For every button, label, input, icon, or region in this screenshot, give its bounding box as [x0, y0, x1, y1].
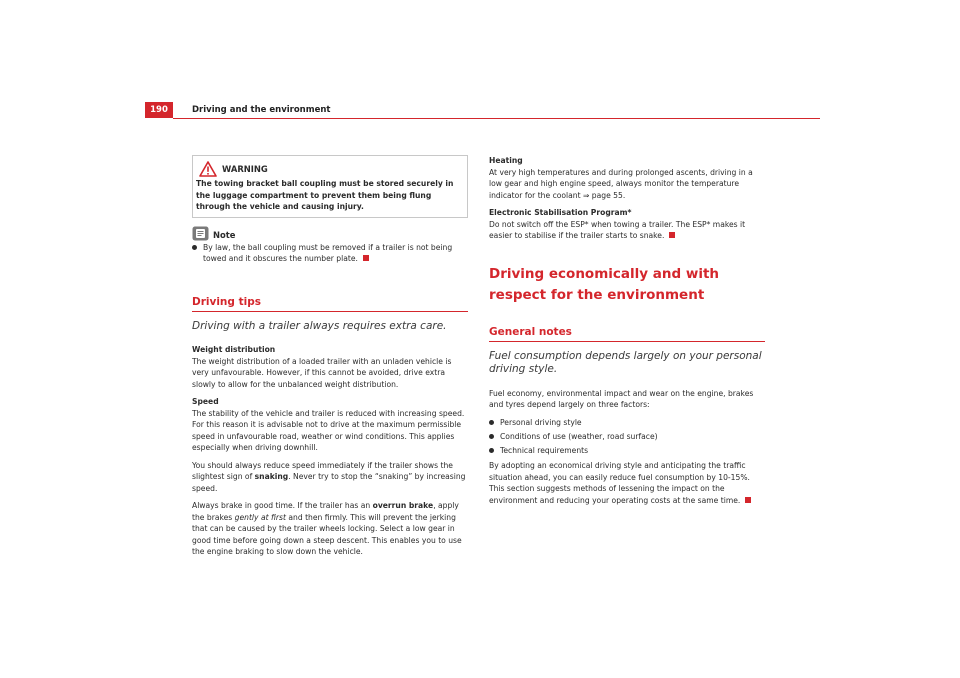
- warning-box: [192, 155, 468, 218]
- warning-header: [196, 160, 462, 178]
- snaking-paragraph: You should always reduce speed immediately if the trailer shows the slightest sign of snaking. Never try to stop the “snaking” by increasing speed.: [192, 460, 466, 493]
- list-item: Conditions of use (weather, road surface): [489, 431, 765, 443]
- closing-text: By adopting an economical driving style and anticipating the traffic situation ahead, you can easily reduce fuel consumption by 10-15%. This section suggests methods of lessening the impact on the environment and reducing your operating costs at the same time.: [489, 461, 750, 505]
- end-of-section-icon: [745, 497, 751, 503]
- weight-distribution-text: The weight distribution of a loaded trailer with an unladen vehicle is very unfavourable. However, if this cannot be avoided, drive extra slowly to allow for the unbalanced weight distribution.: [192, 356, 452, 389]
- heating-text: At very high temperatures and during prolonged ascents, driving in a low gear and high engine speed, always monitor the temperature indicator for the coolant ⇒ page 55.: [489, 167, 753, 200]
- esp-heading: Electronic Stabilisation Program*: [489, 208, 632, 217]
- note-text: By law, the ball coupling must be removed if a trailer is not being towed and it obscures the number plate.: [203, 242, 453, 263]
- speed-text: The stability of the vehicle and trailer is reduced with increasing speed. For this reason it is advisable not to drive at the maximum permissible speed in unfavourable road, weather or wind conditions. This applies especially when driving downhill.: [192, 408, 465, 452]
- note-header: [192, 226, 468, 242]
- end-of-section-icon: [363, 255, 369, 261]
- list-item: Technical requirements: [489, 445, 765, 457]
- driving-tips-heading: Driving tips: [192, 296, 468, 312]
- page-header: [145, 102, 820, 120]
- esp-text: Do not switch off the ESP* when towing a trailer. The ESP* makes it easier to stabilise if the trailer starts to snake.: [489, 219, 746, 240]
- end-of-section-icon: [669, 232, 675, 238]
- weight-distribution-heading: Weight distribution: [192, 345, 276, 354]
- note-item: [192, 242, 468, 265]
- page-number: 190: [145, 102, 173, 118]
- list-item: Personal driving style: [489, 417, 765, 429]
- general-notes-text: Fuel economy, environmental impact and wear on the engine, brakes and tyres depend largely on three factors:: [489, 388, 754, 409]
- braking-paragraph: Always brake in good time. If the trailer has an overrun brake, apply the brakes gently at first and then firmly. This will prevent the jerking that can be caused by the trailer wheels locking. Select a low gear in good time before going down a steep descent. This enables you to use the engine braking to slow down the vehicle.: [192, 501, 462, 556]
- page-reference-link[interactable]: ⇒ page 55.: [583, 190, 626, 200]
- driving-tips-intro: Driving with a trailer always requires extra care.: [192, 319, 447, 332]
- chapter-section-title: Driving economically and with respect for the environment: [489, 265, 720, 303]
- general-notes-heading: General notes: [489, 326, 765, 342]
- warning-title: WARNING: [222, 164, 268, 174]
- speed-heading: Speed: [192, 397, 219, 406]
- overrun-brake-term: overrun brake: [372, 501, 434, 510]
- gently-at-first-emphasis: gently at first: [234, 512, 286, 522]
- note-title: Note: [213, 229, 236, 240]
- right-column: [489, 155, 765, 512]
- warning-text: The towing bracket ball coupling must be stored securely in the luggage compartment to prevent them being flung through the vehicle and causing injury.: [196, 179, 454, 211]
- factors-list: [489, 417, 765, 457]
- left-column: [192, 155, 468, 564]
- snaking-term: snaking: [254, 472, 289, 481]
- chapter-title: Driving and the environment: [192, 105, 331, 115]
- heating-heading: Heating: [489, 156, 523, 165]
- header-divider: [173, 118, 820, 119]
- general-notes-intro: Fuel consumption depends largely on your personal driving style.: [489, 349, 762, 375]
- warning-triangle-icon: [199, 161, 217, 181]
